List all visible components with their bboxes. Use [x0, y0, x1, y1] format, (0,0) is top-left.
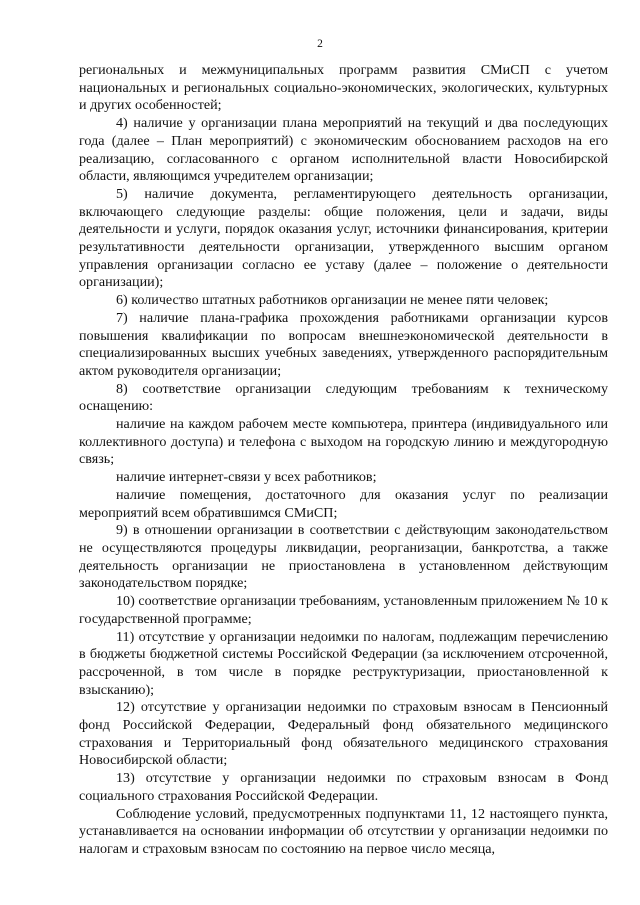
paragraph-continuation: региональных и межмуниципальных программ развития СМиСП с учетом национальных и региональных социально-экономических, экологических, культурных и других особенностей; — [79, 62, 608, 114]
paragraph-conditions: Соблюдение условий, предусмотренных подпунктами 11, 12 настоящего пункта, устанавливается на основании информации об отсутствии у организации недоимки по налогам и страховым взносам по состоянию на первое число месяца, — [79, 805, 608, 857]
paragraph-item-6: 6) количество штатных работников организации не менее пяти человек; — [116, 292, 549, 309]
paragraph-item-13: 13) отсутствие у организации недоимки по страховым взносам в Фонд социального страхования Российской Федерации. — [79, 770, 608, 804]
paragraph-item-8-internet: наличие интернет-связи у всех работников; — [116, 469, 377, 486]
page-number: 2 — [317, 38, 323, 50]
paragraph-item-12: 12) отсутствие у организации недоимки по страховым взносам в Пенсионный фонд Российской Федерации, Федеральный фонд обязательного медицинского страхования и Территориальный фонд обязательного медицинского страхования Новосибирской области; — [79, 699, 608, 769]
paragraph-item-8: 8) соответствие организации следующим требованиям к техническому оснащению: — [79, 380, 608, 415]
paragraph-item-7: 7) наличие плана-графика прохождения работниками организации курсов повышения квалификации по вопросам внешнеэкономической деятельности в специализированных высших учебных заведениях, утвержденного распорядительным актом руководителя организации; — [79, 309, 608, 379]
paragraph-item-11: 11) отсутствие у организации недоимки по налогам, подлежащим перечислению в бюджеты бюджетной системы Российской Федерации (за исключением отсроченной, рассроченной, в том числе в порядке реструктуризации, приостановленной к взысканию); — [79, 628, 608, 698]
paragraph-item-4: 4) наличие у организации плана мероприятий на текущий и два последующих года (далее – План мероприятий) с экономическим обоснованием расходов на его реализацию, согласованного с органом исполнительной власти Новосибирской области, являющимся учредителем организации; — [79, 115, 608, 185]
paragraph-item-10: 10) соответствие организации требованиям, установленным приложением № 10 к государственной программе; — [79, 593, 608, 627]
paragraph-item-9: 9) в отношении организации в соответствии с действующим законодательством не осуществляются процедуры ликвидации, реорганизации, банкротства, а также деятельность организации не приостановлена в установленном действующим законодательством порядке; — [79, 522, 608, 592]
document-body — [79, 62, 608, 859]
paragraph-item-5: 5) наличие документа, регламентирующего деятельность организации, включающего следующие разделы: общие положения, цели и задачи, виды деятельности и услуги, порядок оказания услуг, источники финансирования, критерии результативности деятельности организации, утвержденного высшим органом управления организации согласно ее уставу (далее – положение о деятельности организации); — [79, 185, 608, 291]
paragraph-item-8-premises: наличие помещения, достаточного для оказания услуг по реализации мероприятий всем обратившимся СМиСП; — [79, 486, 608, 521]
paragraph-item-8-computers: наличие на каждом рабочем месте компьютера, принтера (индивидуального или коллективного доступа) и телефона с выходом на городскую линию и междугородную связь; — [79, 416, 608, 468]
